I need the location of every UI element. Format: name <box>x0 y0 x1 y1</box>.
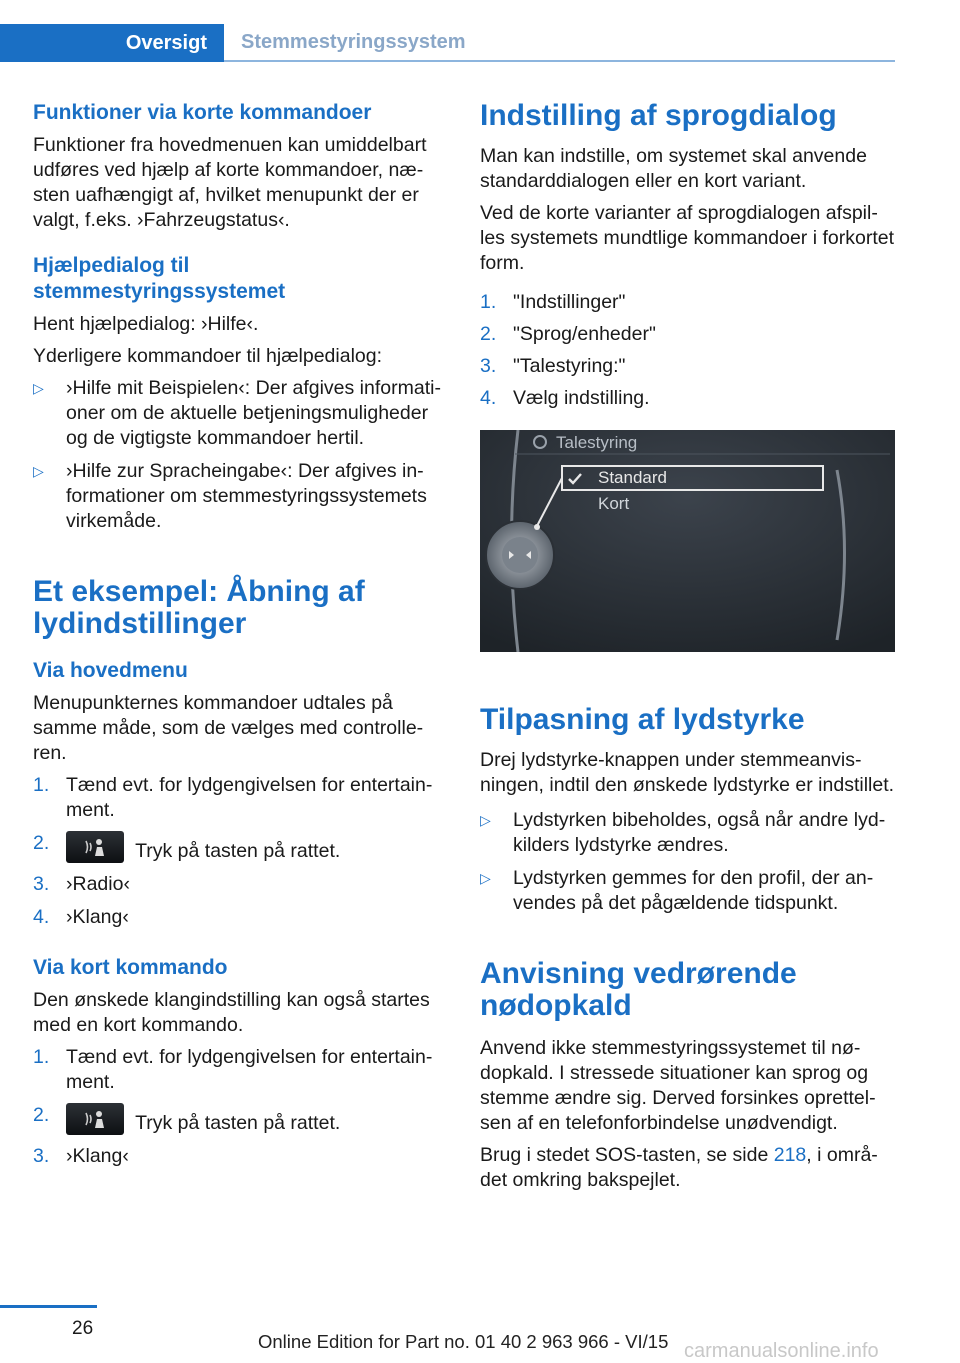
paragraph: Brug i stedet SOS-tasten, se side 218, i området omkring bakspejlet. <box>480 1144 878 1191</box>
list-item: 3. ›Klang‹ <box>33 1145 129 1167</box>
voice-button-icon <box>66 1103 124 1135</box>
list-item: ▷ Lydstyrken bibeholdes, også når andre lydkilders lydstyrke ændres. <box>480 809 886 856</box>
list-item: 3. ›Radio‹ <box>33 873 130 895</box>
page-link[interactable]: 218 <box>773 1144 807 1166</box>
right-column <box>480 100 895 1193</box>
numbered-list <box>33 1045 445 1169</box>
paragraph: Yderligere kommandoer til hjælpedialog: <box>33 345 383 367</box>
screen-option: Kort <box>598 494 630 513</box>
left-column <box>33 100 445 1169</box>
list-item: 1. Tænd evt. for lydgengivelsen for entertainment. <box>33 1046 433 1093</box>
list-item: 4. Vælg indstilling. <box>480 387 650 409</box>
chapter-title: Anvisning vedrørende nødopkald <box>480 957 797 1022</box>
numbered-list <box>33 773 445 930</box>
bullet-list <box>33 376 445 534</box>
list-item: 4. ›Klang‹ <box>33 906 129 928</box>
chapter-title: Indstilling af sprogdialog <box>480 99 837 132</box>
paragraph: Man kan indstille, om systemet skal anvende standarddialogen eller en kort variant. <box>480 145 867 192</box>
edition-note: Online Edition for Part no. 01 40 2 963 966 - VI/15 <box>258 1331 669 1352</box>
section-title: Via hovedmenu <box>33 659 188 682</box>
triangle-bullet-icon: ▷ <box>480 812 491 828</box>
tab-stemmestyringssystem[interactable]: Stemmestyringssystem <box>224 24 895 62</box>
idrive-screen-image <box>480 430 895 652</box>
voice-button-icon <box>66 831 124 863</box>
list-item: ▷ ›Hilfe zur Spracheingabe‹: Der afgives informationer om stemmestyringssystemets virkemåde. <box>33 460 427 532</box>
section-title: Funktioner via korte kommandoer <box>33 101 372 124</box>
triangle-bullet-icon: ▷ <box>480 870 491 886</box>
list-item: ▷ Lydstyrken gemmes for den profil, der anvendes på det pågældende tidspunkt. <box>480 867 874 914</box>
list-item: 2. Tryk på tasten på rattet. <box>33 1104 341 1134</box>
tab-oversigt[interactable]: Oversigt <box>0 24 224 62</box>
list-item: ▷ ›Hilfe mit Beispielen‹: Der afgives informationer om de aktuelle betjeningsmuligheder og de vigtigste kommandoer hertil. <box>33 377 441 449</box>
watermark: carmanualsonline.info <box>684 1340 879 1362</box>
numbered-list <box>480 290 895 411</box>
triangle-bullet-icon: ▷ <box>33 380 44 396</box>
screen-title: Talestyring <box>556 433 638 452</box>
paragraph: Drej lydstyrke-knappen under stemmeanvisningen, indtil den ønskede lydstyrke er indstillet. <box>480 749 895 796</box>
paragraph: Funktioner fra hovedmenuen kan umiddelbart udføres ved hjælp af korte kommandoer, næsten uafhængigt af, hvilket menupunkt der er valgt, f.eks. ›Fahrzeugstatus‹. <box>33 134 427 231</box>
section-title: Hjælpedialog til stemmestyringssystemet <box>33 254 286 303</box>
screen-option-selected: Standard <box>598 468 667 487</box>
chapter-title: Et eksempel: Åbning af lydindstillinger <box>33 575 365 640</box>
list-item: 2. "Sprog/enheder" <box>480 323 656 345</box>
paragraph: Ved de korte varianter af sprogdialogen afspilles systemets mundtlige kommandoer i forkortet form. <box>480 202 894 274</box>
bullet-list <box>480 808 895 916</box>
paragraph: Hent hjælpedialog: ›Hilfe‹. <box>33 313 259 335</box>
list-item: 2. Tryk på tasten på rattet. <box>33 832 341 862</box>
footer-rule <box>0 1305 97 1308</box>
page-number: 26 <box>72 1318 94 1339</box>
chapter-title: Tilpasning af lydstyrke <box>480 703 805 736</box>
list-item: 1. Tænd evt. for lydgengivelsen for entertainment. <box>33 774 433 821</box>
paragraph: Den ønskede klangindstilling kan også startes med en kort kommando. <box>33 989 430 1036</box>
paragraph: Menupunkternes kommandoer udtales på samme måde, som de vælges med controlleren. <box>33 692 424 764</box>
list-item: 3. "Talestyring:" <box>480 355 626 377</box>
header-tabs <box>0 24 895 62</box>
triangle-bullet-icon: ▷ <box>33 463 44 479</box>
list-item: 1. "Indstillinger" <box>480 291 626 313</box>
paragraph: Anvend ikke stemmestyringssystemet til nødopkald. I stressede situationer kan sprog og stemme ændre sig. Derved forsinkes oprettelsen af en telefonforbindelse unødvendigt. <box>480 1037 876 1134</box>
section-title: Via kort kommando <box>33 956 228 979</box>
